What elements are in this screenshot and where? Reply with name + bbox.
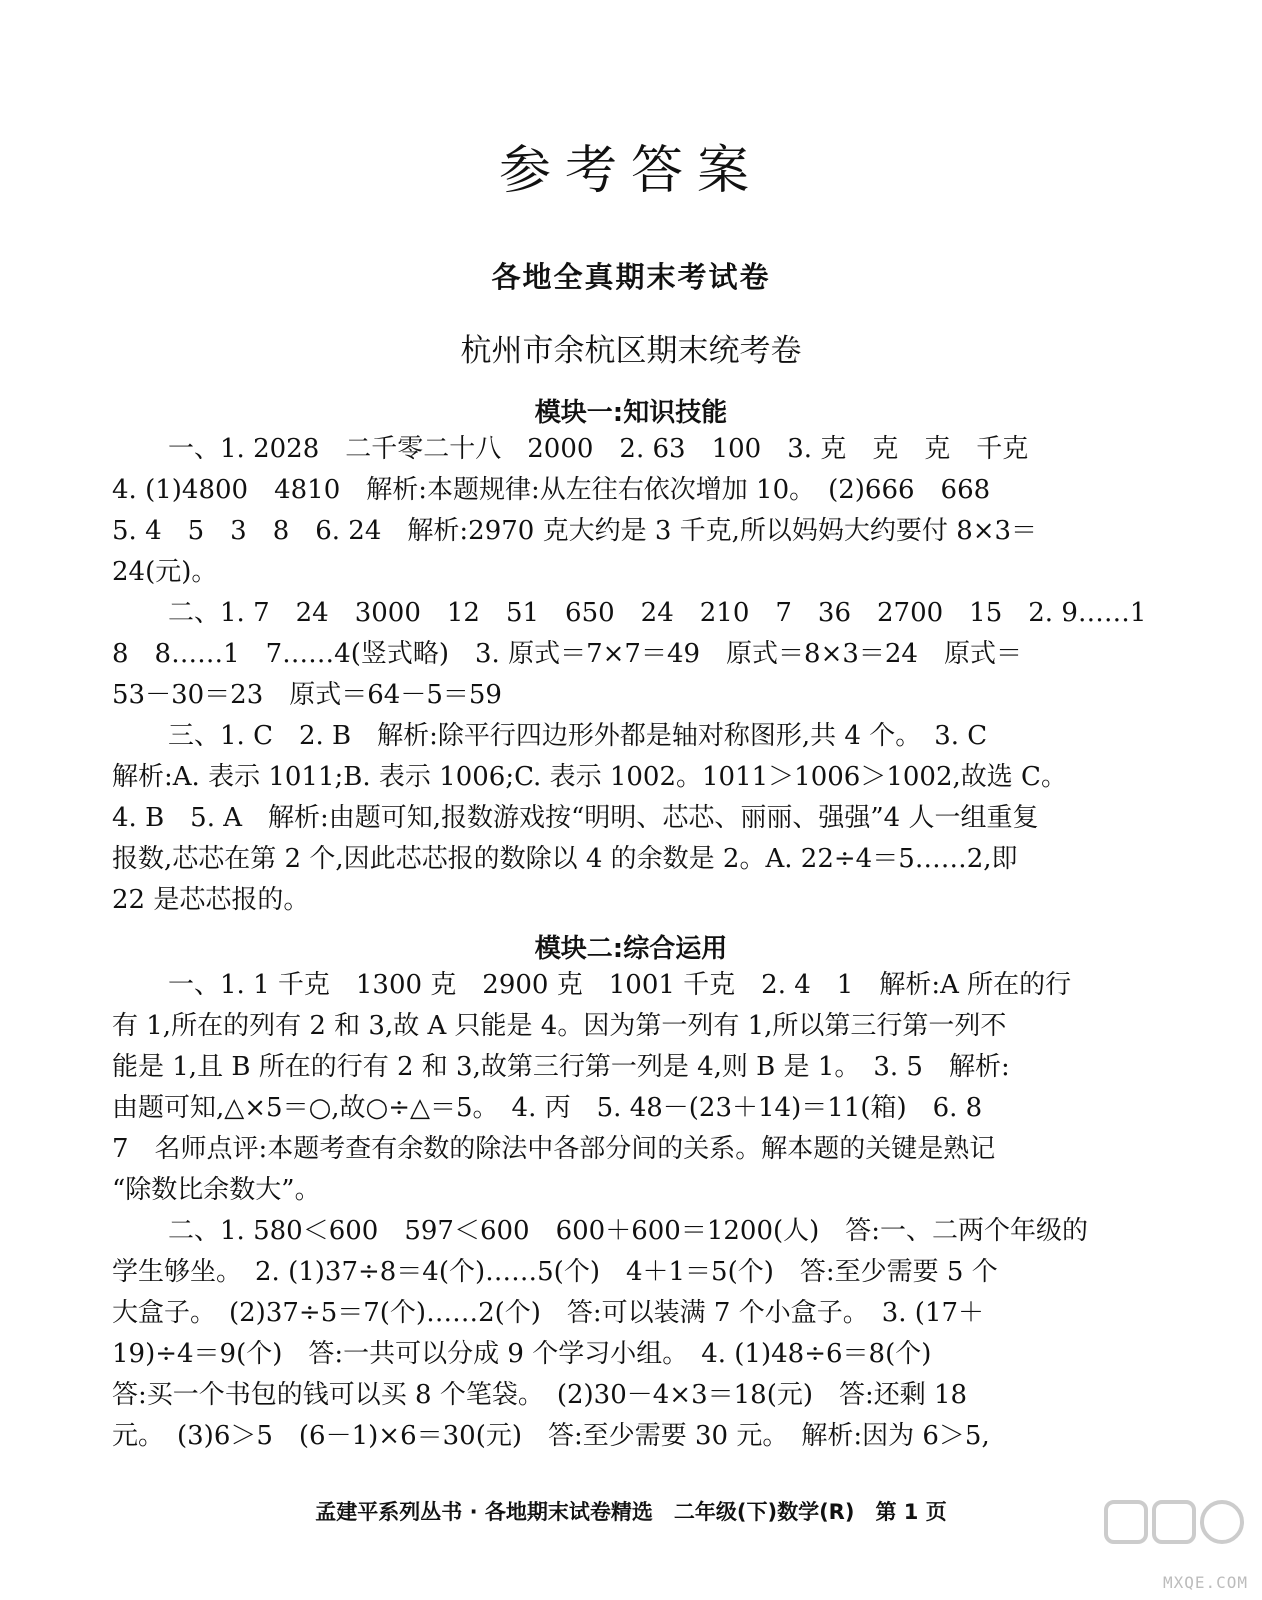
module1-line: 53－30＝23 原式＝64－5＝59 [112,680,502,710]
page-footer: 孟建平系列丛书 · 各地期末试卷精选 二年级(下)数学(R) 第 1 页 [315,1500,947,1524]
module2-line: 一、1. 1 千克 1300 克 2900 克 1001 千克 2. 4 1 解析:A 所在的行 [168,970,1072,1000]
page-title: 参考答案 [498,141,763,201]
module1-line: 5. 4 5 3 8 6. 24 解析:2970 克大约是 3 千克,所以妈妈大约要付 8×3＝ [112,516,1038,546]
module1-line: 一、1. 2028 二千零二十八 2000 2. 63 100 3. 克 克 克 千克 [168,434,1029,464]
module2-line: 7 名师点评:本题考查有余数的除法中各部分间的关系。解本题的关键是熟记 [112,1134,996,1164]
module1-line: 24(元)。 [112,557,218,587]
module1-line: 二、1. 7 24 3000 12 51 650 24 210 7 36 2700 15 2. 9……1 [168,598,1147,628]
module2-heading: 模块二:综合运用 [534,934,728,964]
module1-line: 4. (1)4800 4810 解析:本题规律:从左往右依次增加 10。 (2)666 668 [112,475,991,505]
section-title: 各地全真期末考试卷 [491,260,771,294]
module1-line: 4. B 5. A 解析:由题可知,报数游戏按“明明、芯芯、丽丽、强强”4 人一组重复 [112,803,1039,833]
module1-line: 8 8……1 7……4(竖式略) 3. 原式＝7×7＝49 原式＝8×3＝24 原式＝ [112,639,1022,669]
module1-heading: 模块一:知识技能 [534,398,728,428]
module2-line: 学生够坐。 2. (1)37÷8＝4(个)……5(个) 4＋1＝5(个) 答:至少需要 5 个 [112,1257,998,1287]
module2-line: 元。 (3)6＞5 (6－1)×6＝30(元) 答:至少需要 30 元。 解析:因为 6＞5, [112,1421,990,1451]
watermark-logo-icon [1098,1492,1248,1582]
watermark-text: MXQE.COM [1162,1573,1248,1592]
module1-line: 解析:A. 表示 1011;B. 表示 1006;C. 表示 1002。1011＞1006＞1002,故选 C。 [112,762,1067,792]
module2-line: 能是 1,且 B 所在的行有 2 和 3,故第三行第一列是 4,则 B 是 1。 3. 5 解析: [112,1052,1010,1082]
module1-line: 报数,芯芯在第 2 个,因此芯芯报的数除以 4 的余数是 2。A. 22÷4＝5……2,即 [112,844,1018,874]
module2-line: 由题可知,△×5＝○,故○÷△＝5。 4. 丙 5. 48－(23＋14)＝11(箱) 6. 8 [112,1093,983,1123]
module2-line: 二、1. 580＜600 597＜600 600＋600＝1200(人) 答:一、二两个年级的 [168,1216,1089,1246]
module2-line: 19)÷4＝9(个) 答:一共可以分成 9 个学习小组。 4. (1)48÷6＝8(个) [112,1339,932,1369]
exam-title: 杭州市余杭区期末统考卷 [460,333,802,369]
module1-line: 三、1. C 2. B 解析:除平行四边形外都是轴对称图形,共 4 个。 3. C [168,721,988,751]
module2-line: 答:买一个书包的钱可以买 8 个笔袋。 (2)30－4×3＝18(元) 答:还剩 18 [112,1380,968,1410]
module2-line: 有 1,所在的列有 2 和 3,故 A 只能是 4。因为第一列有 1,所以第三行第一列不 [112,1011,1007,1041]
module2-line: 大盒子。 (2)37÷5＝7(个)……2(个) 答:可以装满 7 个小盒子。 3. (17＋ [112,1298,985,1328]
module2-line: “除数比余数大”。 [112,1175,321,1205]
module1-line: 22 是芯芯报的。 [112,885,310,915]
